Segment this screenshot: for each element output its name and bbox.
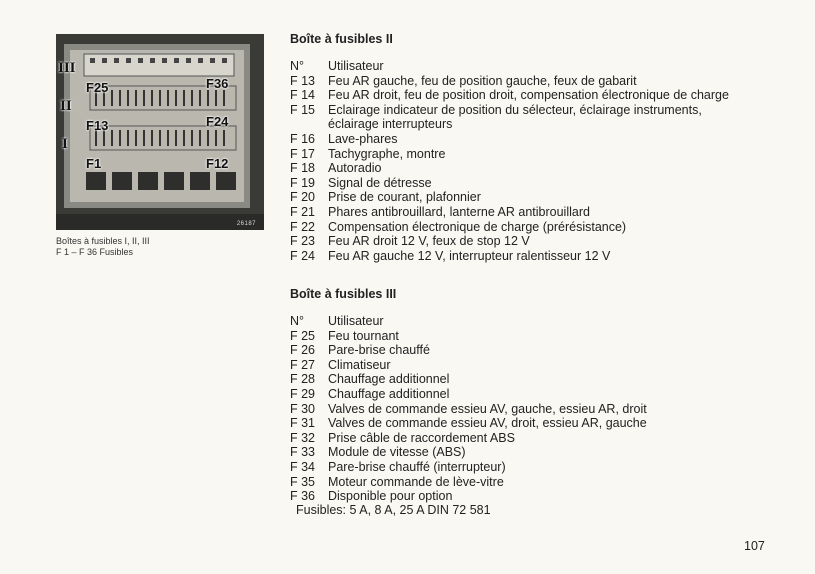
list-item bbox=[290, 416, 647, 431]
label-f1: F1 bbox=[86, 156, 102, 171]
fuse-label: Chauffage additionnel bbox=[328, 386, 450, 401]
fuse-label: Feu AR droit, feu de position droit, compensation électronique de charge bbox=[328, 88, 729, 103]
list-item bbox=[290, 358, 647, 373]
fuse-number: F 17 bbox=[290, 146, 316, 161]
list-item bbox=[290, 234, 729, 249]
list-item bbox=[290, 372, 647, 387]
list-item bbox=[290, 431, 647, 446]
fuse-label: Pare-brise chauffé bbox=[328, 343, 430, 358]
label-box-1: I bbox=[62, 136, 68, 152]
list-item bbox=[290, 445, 647, 460]
fuse-number: F 13 bbox=[290, 73, 316, 88]
list-item bbox=[290, 343, 647, 358]
list-item bbox=[290, 402, 647, 417]
list-item bbox=[290, 103, 729, 132]
fuse-number: F 26 bbox=[290, 343, 316, 358]
header-label: Utilisateur bbox=[328, 59, 384, 73]
caption-line-2: F 1 – F 36 Fusibles bbox=[56, 247, 134, 257]
fuse-number: F 14 bbox=[290, 88, 316, 103]
fuse-number: F 19 bbox=[290, 175, 316, 190]
list-item bbox=[290, 147, 729, 162]
header-num: N° bbox=[290, 59, 305, 73]
fuse-label: Prise de courant, plafonnier bbox=[328, 190, 481, 205]
fuse-label: Moteur commande de lève-vitre bbox=[328, 474, 504, 489]
fuse-number: F 29 bbox=[290, 386, 316, 401]
box3-header-row bbox=[290, 314, 647, 329]
fuse-label-continuation: éclairage interrupteurs bbox=[328, 117, 453, 132]
list-item bbox=[290, 190, 729, 205]
fuse-number: F 22 bbox=[290, 219, 316, 234]
fuse-label: Autoradio bbox=[328, 161, 382, 176]
fuse-label: Chauffage additionnel bbox=[328, 372, 450, 387]
fuse-number: F 30 bbox=[290, 401, 316, 416]
fuse-number: F 20 bbox=[290, 190, 316, 205]
list-item bbox=[290, 161, 729, 176]
label-f36: F36 bbox=[206, 76, 229, 91]
caption-line-1: Boîtes à fusibles I, II, III bbox=[56, 236, 150, 246]
list-item bbox=[290, 205, 729, 220]
fuse-number: F 27 bbox=[290, 357, 316, 372]
photo-code: 26187 bbox=[236, 221, 256, 227]
fuse-label: Eclairage indicateur de position du sélecteur, éclairage instruments, bbox=[328, 102, 702, 117]
fuse-number: F 32 bbox=[290, 430, 316, 445]
fuse-ratings-note: Fusibles: 5 A, 8 A, 25 A DIN 72 581 bbox=[296, 503, 491, 517]
label-f25: F25 bbox=[86, 80, 109, 95]
list-item bbox=[290, 329, 647, 344]
fuse-label: Feu AR droit 12 V, feux de stop 12 V bbox=[328, 234, 530, 249]
box2-list bbox=[290, 59, 729, 263]
list-item bbox=[290, 460, 647, 475]
box3-title: Boîte à fusibles III bbox=[290, 287, 397, 301]
fuse-label: Feu tournant bbox=[328, 328, 399, 343]
list-item bbox=[290, 88, 729, 103]
label-box-2: II bbox=[60, 98, 72, 114]
fuse-number: F 34 bbox=[290, 459, 316, 474]
fuse-label: Disponible pour option bbox=[328, 489, 453, 504]
list-item bbox=[290, 475, 647, 490]
fuse-number: F 15 bbox=[290, 102, 316, 117]
fuse-number: F 25 bbox=[290, 328, 316, 343]
header-num: N° bbox=[290, 314, 305, 328]
fuse-label: Phares antibrouillard, lanterne AR antibrouillard bbox=[328, 204, 590, 219]
page-number: 107 bbox=[744, 539, 765, 553]
fuse-number: F 28 bbox=[290, 372, 316, 387]
list-item bbox=[290, 489, 647, 504]
list-item bbox=[290, 220, 729, 235]
fuse-label-multiline bbox=[328, 103, 702, 132]
label-f24: F24 bbox=[206, 114, 229, 129]
fuse-label: Feu AR gauche 12 V, interrupteur ralentisseur 12 V bbox=[328, 248, 611, 263]
box2-header-row bbox=[290, 59, 729, 74]
fuse-number: F 33 bbox=[290, 445, 316, 460]
list-item bbox=[290, 132, 729, 147]
label-f12: F12 bbox=[206, 156, 229, 171]
fuse-number: F 31 bbox=[290, 416, 316, 431]
fuse-label: Feu AR gauche, feu de position gauche, feux de gabarit bbox=[328, 73, 637, 88]
fuse-number: F 18 bbox=[290, 161, 316, 176]
label-f13: F13 bbox=[86, 118, 109, 133]
fuse-number: F 23 bbox=[290, 234, 316, 249]
list-item bbox=[290, 176, 729, 191]
fuse-label: Module de vitesse (ABS) bbox=[328, 445, 466, 460]
list-item bbox=[290, 387, 647, 402]
label-box-3: III bbox=[58, 60, 76, 76]
fuse-label: Tachygraphe, montre bbox=[328, 146, 446, 161]
fuse-label: Compensation électronique de charge (prérésistance) bbox=[328, 219, 627, 234]
fuse-label: Climatiseur bbox=[328, 357, 391, 372]
list-item bbox=[290, 249, 729, 264]
box2-title: Boîte à fusibles II bbox=[290, 32, 393, 46]
fuse-box-photo bbox=[56, 34, 264, 230]
fuse-number: F 16 bbox=[290, 131, 316, 146]
list-item bbox=[290, 74, 729, 89]
box3-list bbox=[290, 314, 647, 504]
fuse-number: F 35 bbox=[290, 474, 316, 489]
fuse-label: Signal de détresse bbox=[328, 175, 432, 190]
fuse-number: F 36 bbox=[290, 489, 316, 504]
fuse-number: F 24 bbox=[290, 248, 316, 263]
header-label: Utilisateur bbox=[328, 314, 384, 328]
fuse-label: Prise câble de raccordement ABS bbox=[328, 430, 515, 445]
fuse-label: Lave-phares bbox=[328, 131, 398, 146]
fuse-label: Valves de commande essieu AV, droit, essieu AR, gauche bbox=[328, 416, 647, 431]
photo-caption bbox=[56, 236, 150, 258]
fuse-label: Valves de commande essieu AV, gauche, essieu AR, droit bbox=[328, 401, 647, 416]
fuse-number: F 21 bbox=[290, 204, 316, 219]
fuse-label: Pare-brise chauffé (interrupteur) bbox=[328, 459, 506, 474]
